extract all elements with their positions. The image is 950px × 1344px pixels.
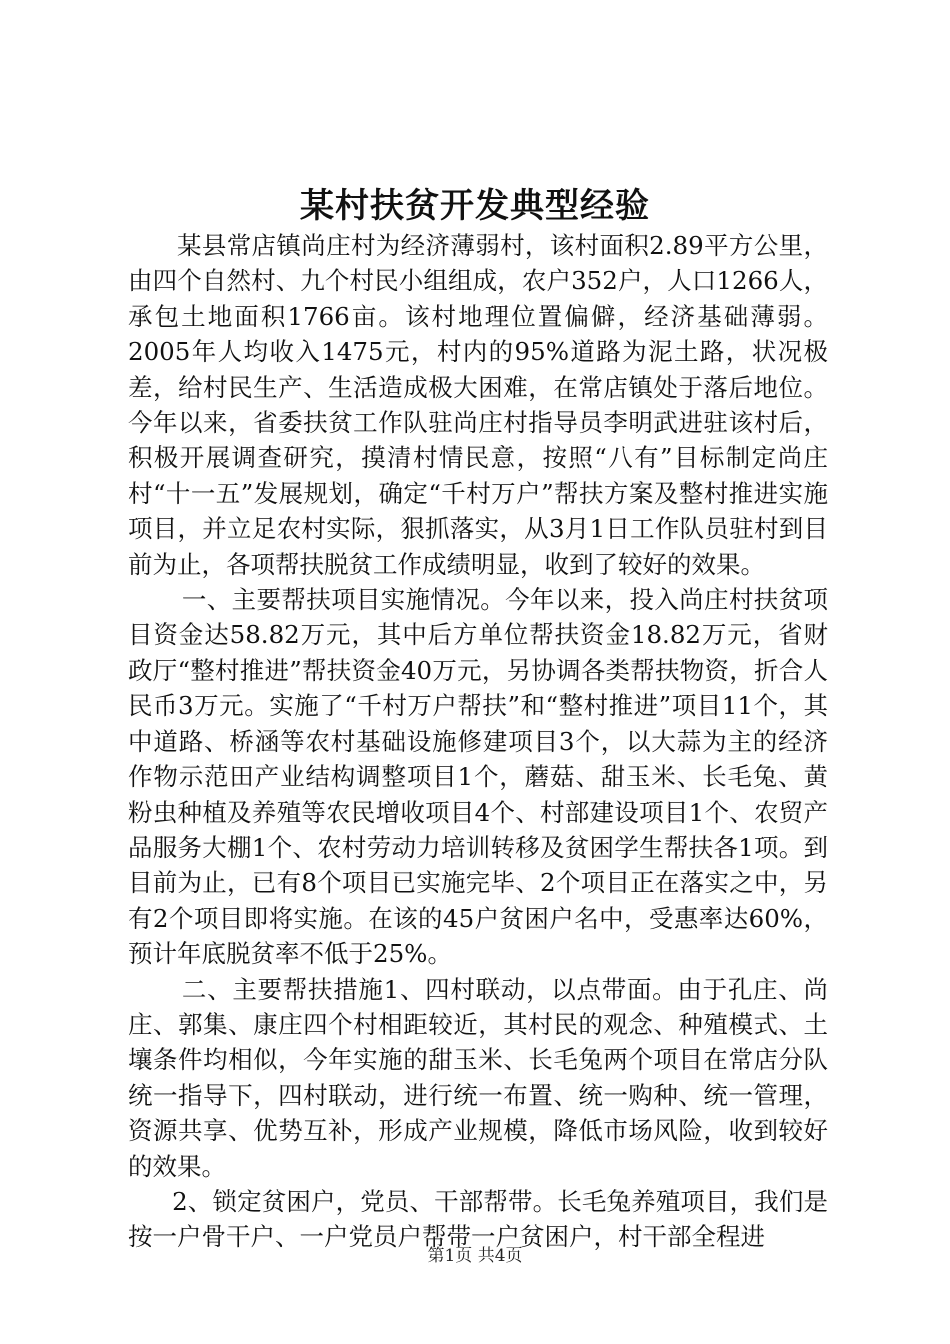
page-number-footer: 第1页 共4页 [427, 1246, 523, 1266]
paragraph-section-one: 一、主要帮扶项目实施情况。今年以来，投入尚庄村扶贫项目资金达58.82万元，其中后方单位帮扶资金18.82万元，省财政厅“整村推进”帮扶资金40万元，另协调各类帮扶物资，折合人民币3万元。实施了“千村万户帮扶”和“整村推进”项目11个，其中道路、桥涵等农村基础设施修建项目3个，以大蒜为主的经济作物示范田产业结构调整项目1个，蘑菇、甜玉米、长毛兔、黄粉虫种植及养殖等农民增收项目4个、村部建设项目1个、农贸产品服务大棚1个、农村劳动力培训转移及贫困学生帮扶各1项。到目前为止，已有8个项目已实施完毕、2个项目正在落实之中，另有2个项目即将实施。在该的45户贫困户名中，受惠率达60%，预计年底脱贫率不低于25%。 [128, 585, 828, 969]
paragraph-measure-two: 2、锁定贫困户，党员、干部帮带。长毛兔养殖项目，我们是按一户骨干户、一户党员户帮带一户贫困户，村干部全程进 [128, 1186, 828, 1252]
paragraph-intro: 某县常店镇尚庄村为经济薄弱村，该村面积2.89平方公里，由四个自然村、九个村民小组组成，农户352户，人口1266人，承包土地面积1766亩。该村地理位置偏僻，经济基础薄弱。2005年人均收入1475元，村内的95%道路为泥土路，状况极差，给村民生产、生活造成极大困难，在常店镇处于落后地位。今年以来，省委扶贫工作队驻尚庄村指导员李明武进驻该村后，积极开展调查研究，摸清村情民意，按照“八有”目标制定尚庄村“十一五”发展规划，确定“千村万户”帮扶方案及整村推进实施项目，并立足农村实际，狠抓落实，从3月1日工作队员驻村到目前为止，各项帮扶脱贫工作成绩明显，收到了较好的效果。 [128, 231, 828, 579]
paragraph-section-two: 二、主要帮扶措施1、四村联动，以点带面。由于孔庄、尚庄、郭集、康庄四个村相距较近，其村民的观念、种殖模式、土壤条件均相似，今年实施的甜玉米、长毛兔两个项目在常店分队统一指导下，四村联动，进行统一布置、统一购种、统一管理，资源共享、优势互补，形成产业规模，降低市场风险，收到较好的效果。 [128, 974, 828, 1181]
document-body [128, 228, 828, 1255]
document-title: 某村扶贫开发典型经验 [300, 186, 650, 226]
